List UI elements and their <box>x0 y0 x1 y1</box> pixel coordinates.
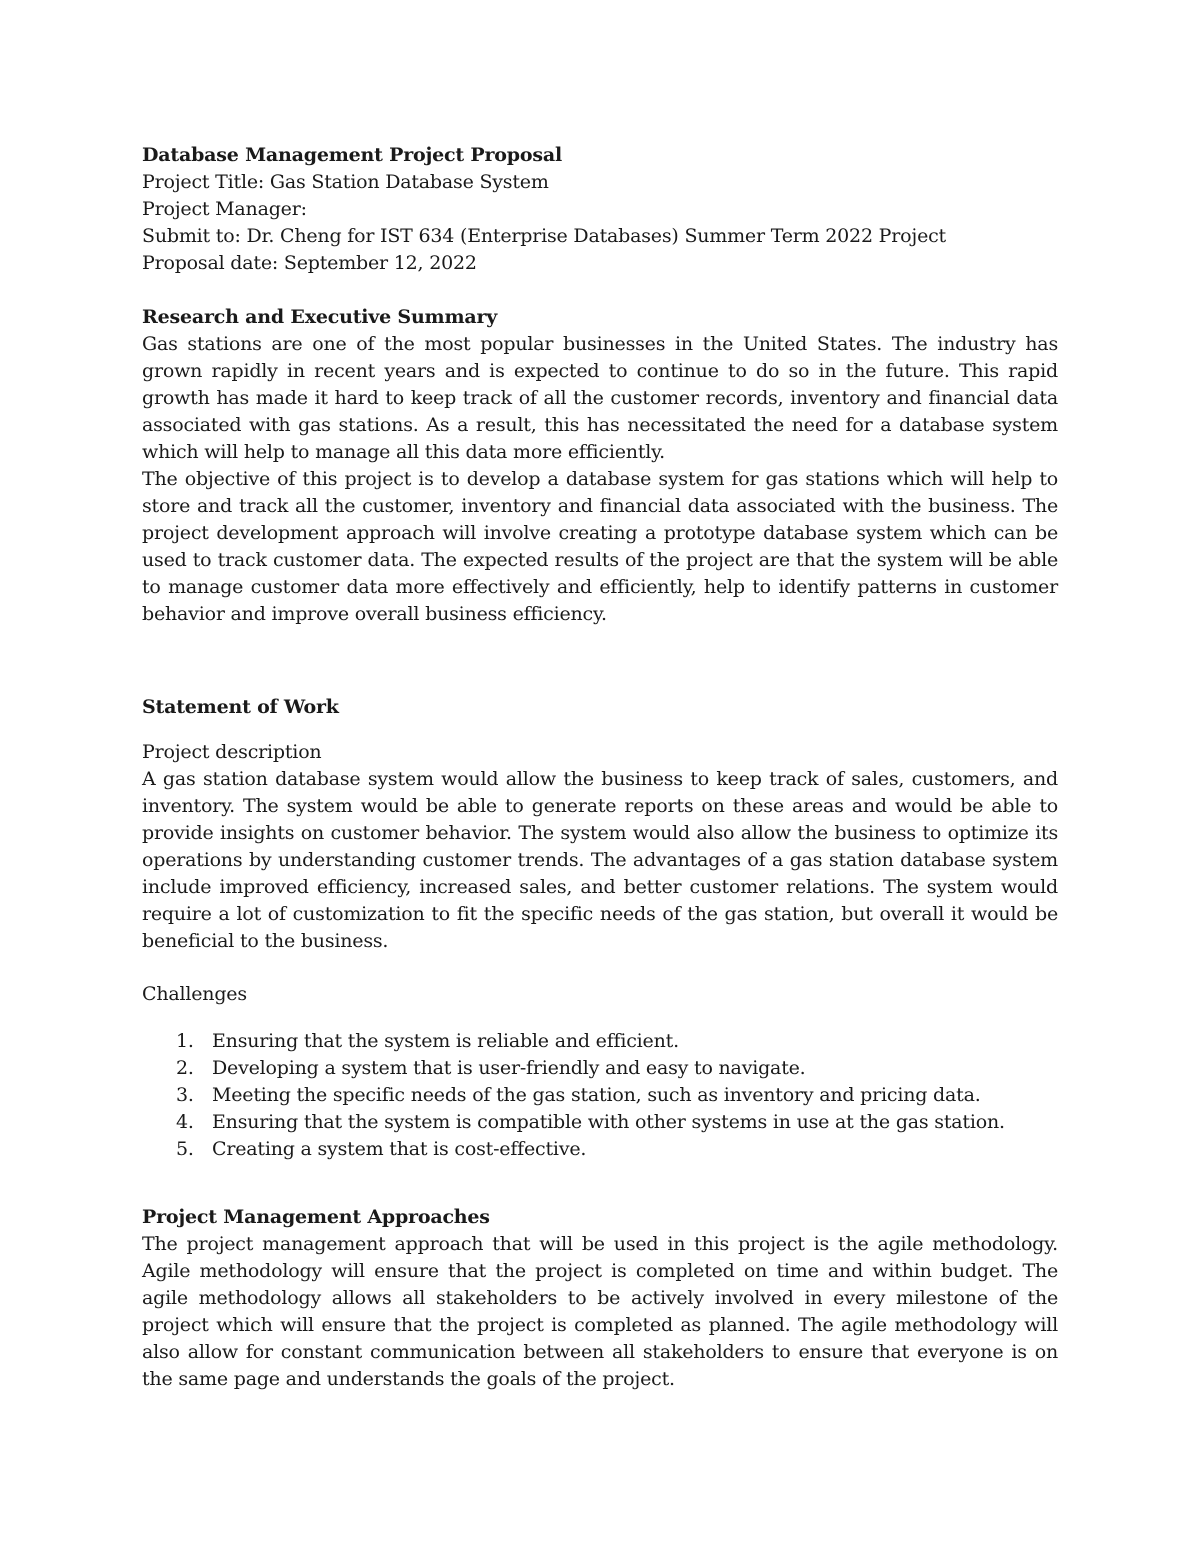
project-manager: Project Manager: <box>142 198 307 220</box>
pm-approaches-heading: Project Management Approaches <box>142 1206 490 1228</box>
list-item: 2. Developing a system that is user-friendly and easy to navigate. <box>176 1057 806 1079</box>
project-description-label: Project description <box>142 741 322 763</box>
list-item: 1. Ensuring that the system is reliable and efficient. <box>176 1030 679 1052</box>
project-description: A gas station database system would allow the business to keep track of sales, customers, and inventory. The system would be able to generate reports on these areas and would be able to provide insights on customer behavior. The system would also allow the business to optimize its operations by understanding customer trends. The advantages of a gas station database system include improved efficiency, increased sales, and better customer relations. The system would require a lot of customization to fit the specific needs of the gas station, but overall it would be beneficial to the business. <box>142 768 1058 952</box>
list-item: 3. Meeting the specific needs of the gas station, such as inventory and pricing data. <box>176 1084 981 1106</box>
document-body <box>142 142 1058 1393</box>
document-title: Database Management Project Proposal <box>142 144 562 166</box>
submit-to: Submit to: Dr. Cheng for IST 634 (Enterprise Databases) Summer Term 2022 Project <box>142 225 946 247</box>
statement-of-work-heading: Statement of Work <box>142 696 339 718</box>
challenges-list <box>142 1028 1058 1163</box>
list-item: 5. Creating a system that is cost-effective. <box>176 1138 587 1160</box>
research-paragraph-2: The objective of this project is to develop a database system for gas stations which will help to store and track all the customer, inventory and financial data associated with the business. The project development approach will involve creating a prototype database system which can be used to track customer data. The expected results of the project are that the system will be able to manage customer data more effectively and efficiently, help to identify patterns in customer behavior and improve overall business efficiency. <box>142 468 1058 625</box>
research-paragraph-1: Gas stations are one of the most popular businesses in the United States. The industry has grown rapidly in recent years and is expected to continue to do so in the future. This rapid growth has made it hard to keep track of all the customer records, inventory and financial data associated with gas stations. As a result, this has necessitated the need for a database system which will help to manage all this data more efficiently. <box>142 333 1058 463</box>
challenges-label: Challenges <box>142 983 247 1005</box>
project-title: Project Title: Gas Station Database System <box>142 171 549 193</box>
research-heading: Research and Executive Summary <box>142 306 498 328</box>
proposal-date: Proposal date: September 12, 2022 <box>142 252 477 274</box>
pm-approaches-paragraph: The project management approach that will be used in this project is the agile methodology. Agile methodology will ensure that the project is completed on time and within budget. The agile methodology allows all stakeholders to be actively involved in every milestone of the project which will ensure that the project is completed as planned. The agile methodology will also allow for constant communication between all stakeholders to ensure that everyone is on the same page and understands the goals of the project. <box>142 1233 1058 1390</box>
list-item: 4. Ensuring that the system is compatible with other systems in use at the gas station. <box>176 1111 1005 1133</box>
